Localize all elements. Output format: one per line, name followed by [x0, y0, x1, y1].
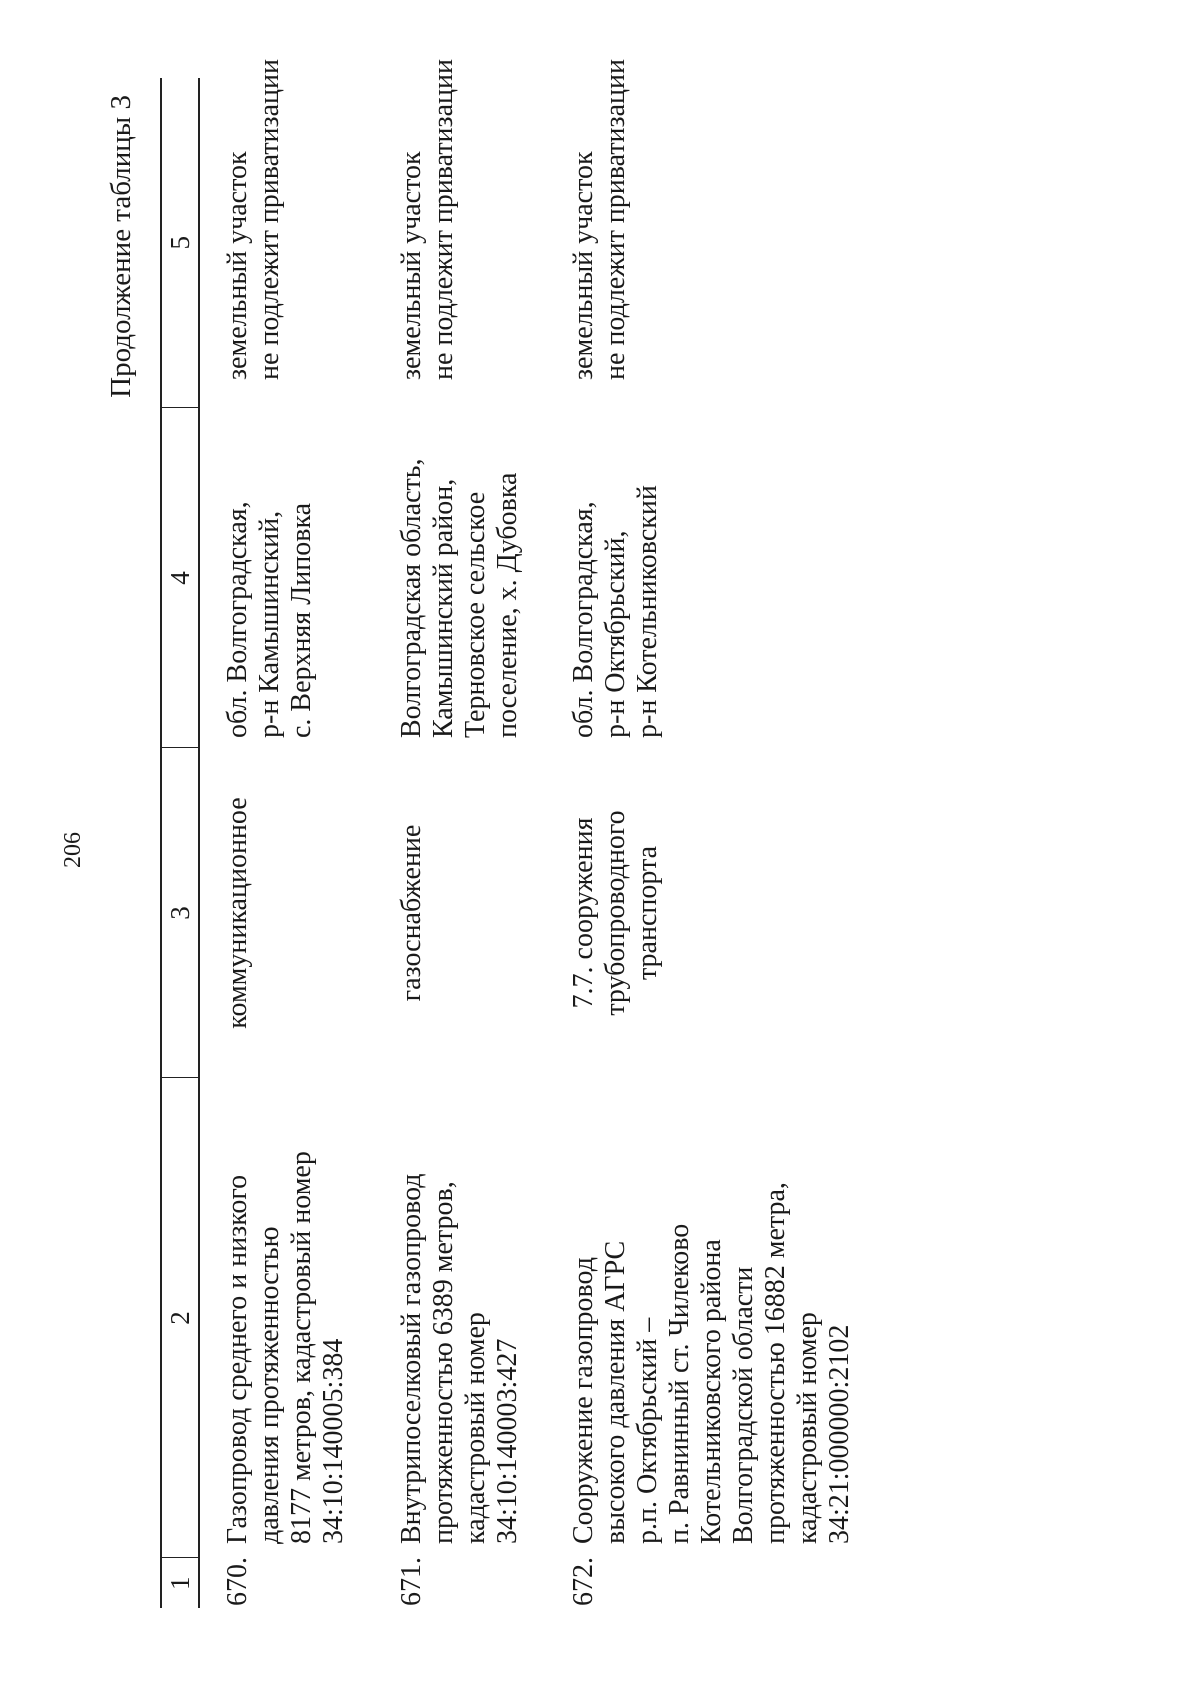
location-line: поселение, х. Дубовка [492, 472, 523, 738]
object-description-line: Котельниковского района [696, 1239, 727, 1544]
object-description-line: Газопровод среднего и низкого [222, 1174, 253, 1544]
header-col-4: 4 [161, 408, 199, 748]
header-col-1: 1 [161, 1558, 199, 1608]
header-col-3: 3 [161, 748, 199, 1078]
location-line: р-н Котельниковский [632, 485, 663, 738]
object-description-line: кадастровый номер [792, 1312, 823, 1544]
table-cell-object [524, 1078, 856, 1558]
table-cell-object [350, 1078, 524, 1558]
table-cell-purpose [199, 748, 350, 1078]
purpose-line: коммуникационное [222, 797, 253, 1029]
table-cell-note [350, 59, 524, 408]
location-line: с. Верхняя Липовка [286, 502, 317, 738]
table-cell-location [524, 408, 856, 748]
object-description-line: р.п. Октябрьский – [632, 1317, 663, 1544]
object-description-line: давления протяженностью [254, 1226, 285, 1544]
purpose-line: газоснабжение [396, 824, 427, 1002]
table-row [524, 78, 856, 1608]
object-description-line: Сооружение газопровод [568, 1257, 599, 1544]
location-line: р-н Октябрьский, [600, 530, 631, 738]
table-cell-note [524, 59, 856, 408]
table-row [350, 78, 524, 1608]
object-description-line: протяженностью 6389 метров, [428, 1181, 459, 1544]
object-description-line: Внутрипоселковый газопровод [396, 1173, 427, 1544]
table-row [199, 78, 350, 1608]
object-description-line: кадастровый номер [460, 1312, 491, 1544]
object-description-line: 34:21:000000:2102 [824, 1324, 855, 1544]
object-description-line: 34:10:140005:384 [318, 1338, 349, 1544]
table-cell-purpose [524, 748, 856, 1078]
continuation-label: Продолжение таблицы 3 [105, 95, 137, 398]
page-number: 206 [60, 832, 86, 868]
note-line: земельный участок [396, 151, 427, 380]
row-number: 670. [222, 1557, 253, 1606]
header-col-2: 2 [161, 1078, 199, 1558]
note-line: не подлежит приватизации [428, 59, 459, 380]
object-description-line: п. Равнинный ст. Чилеково [664, 1223, 695, 1544]
data-table [160, 59, 856, 1608]
row-number: 672. [568, 1557, 599, 1606]
row-number: 671. [396, 1557, 427, 1606]
object-description-line: 8177 метров, кадастровый номер [286, 1151, 317, 1544]
table-cell-note [199, 59, 350, 408]
location-line: р-н Камышинский, [254, 510, 285, 738]
location-line: Терновское сельское [460, 491, 491, 738]
location-line: Волгоградская область, [396, 458, 427, 738]
table-cell-purpose [350, 748, 524, 1078]
note-line: земельный участок [222, 151, 253, 380]
object-description-line: 34:10:140003:427 [492, 1338, 523, 1544]
purpose-line: 7.7. сооружения [568, 817, 599, 1009]
object-description-line: Волгоградской области [728, 1266, 759, 1544]
object-description-line: высокого давления АГРС [600, 1240, 631, 1544]
table-cell-location [199, 408, 350, 748]
note-line: земельный участок [568, 151, 599, 380]
location-line: обл. Волгоградская, [568, 501, 599, 738]
note-line: не подлежит приватизации [600, 59, 631, 380]
purpose-line: транспорта [632, 845, 663, 981]
table-cell-location [350, 408, 524, 748]
purpose-line: трубопроводного [600, 810, 631, 1016]
header-col-5: 5 [161, 78, 199, 408]
location-line: обл. Волгоградская, [222, 501, 253, 738]
table-cell-object [199, 1078, 350, 1558]
header-row [161, 78, 199, 1608]
location-line: Камышинский район, [428, 478, 459, 738]
note-line: не подлежит приватизации [254, 59, 285, 380]
object-description-line: протяженностью 16882 метра, [760, 1182, 791, 1544]
